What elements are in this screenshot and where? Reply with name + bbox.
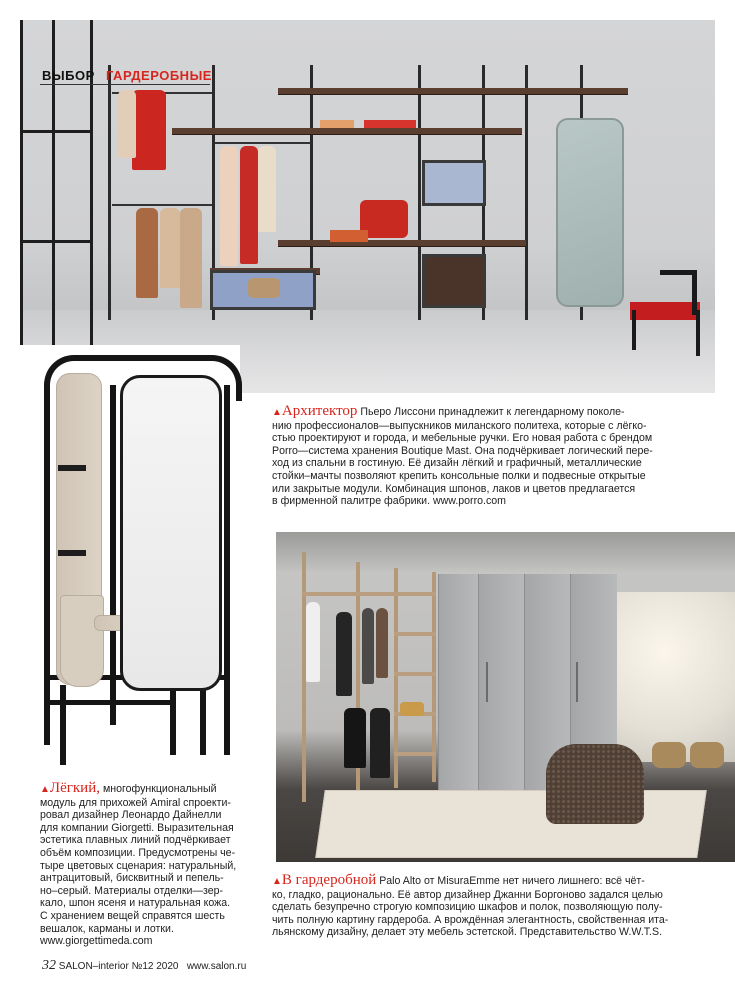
caption-line: многофункциональный xyxy=(102,783,217,795)
caption-line: Porro—система хранения Boutique Mast. Она подчёркивает логический пере- xyxy=(272,444,653,457)
stand-mirror-image xyxy=(120,375,222,691)
red-chair-image xyxy=(630,302,700,320)
caption-light xyxy=(40,782,260,948)
caption-line: чить полную картину гардероба. А врождённая элегантность, свойственная ита- xyxy=(272,913,669,926)
caption-line: Palo Alto от MisuraEmme нет ничего лишнего: всё чёт- xyxy=(379,875,645,887)
caption-line: нию профессионалов—выпускников миланского политеха, которые с лёгко- xyxy=(272,419,647,432)
wall-mirror-image xyxy=(556,118,624,307)
caption-link[interactable]: www.giorgettimeda.com xyxy=(40,935,153,948)
caption-line: С хранением вещей справятся шесть xyxy=(40,909,225,922)
caption-wardrobe xyxy=(272,874,722,939)
caption-line: ход из спальни в гостиную. Её дизайн лёгкий и графичный, металлические xyxy=(272,457,642,470)
caption-line: ровал дизайнер Леонардо Дайнелли xyxy=(40,809,222,822)
section-title-topic: ГАРДЕРОБНЫЕ xyxy=(106,68,212,83)
caption-line: стью проектируют и города, и мебельные ручки. Его новая работа с брендом xyxy=(272,432,653,445)
caption-line: Пьеро Лиссони принадлежит к легендарному поколе- xyxy=(360,406,625,418)
photo-rug xyxy=(315,790,707,858)
caption-line: стойки–мачты позволяют крепить консольные полки и подвесные открытые xyxy=(272,469,646,482)
caption-line: для компании Giorgetti. Выразительная xyxy=(40,821,234,834)
triangle-bullet-icon: ▲ xyxy=(272,407,282,418)
caption-line: в фирменной палитре фабрики. www.porro.com xyxy=(272,495,506,508)
website-link[interactable]: www.salon.ru xyxy=(186,961,247,972)
caption-architect xyxy=(272,405,712,508)
caption-line: антрацитовый, бисквитный и пепель- xyxy=(40,872,224,885)
caption-line: но–серый. Материалы отделки—зер- xyxy=(40,884,224,897)
section-title-rule xyxy=(40,84,210,85)
caption-line: сделать безупречно строгую композицию шкафов и полок, позволяющую полу- xyxy=(272,901,663,914)
caption-line: или закрытые модули. Комбинация шпонов, лаков и цветов предлагается xyxy=(272,482,636,495)
caption-line: тыре цветовых сценария: натуральный, xyxy=(40,859,237,872)
caption-line: льянскому дизайну, делает эту мебель эстетской. Представительство W.W.T.S. xyxy=(272,926,663,939)
triangle-bullet-icon: ▲ xyxy=(40,784,50,795)
caption-line: ко, гладко, рационально. Её автор дизайнер Джанни Боргоново задался целью xyxy=(272,888,663,901)
photo-window-light xyxy=(616,592,735,762)
caption-line: кало, шпон ясеня и натуральная кожа. xyxy=(40,897,231,910)
triangle-bullet-icon: ▲ xyxy=(272,876,282,887)
caption-line: эстетика плавных линий подчёркивает xyxy=(40,834,231,847)
caption-line: модуль для прихожей Amiral спроекти- xyxy=(40,796,231,809)
armchair-image xyxy=(546,744,644,824)
magazine-issue: SALON–interior №12 2020 xyxy=(58,961,179,972)
caption-heading: Лёгкий, xyxy=(49,780,100,796)
caption-heading: В гардеробной xyxy=(281,872,377,888)
caption-line: объём композиции. Предусмотрены че- xyxy=(40,846,236,859)
photo-amiral-stand xyxy=(20,345,240,765)
caption-line: вешалок, карманы и лотки. xyxy=(40,922,174,935)
section-title-prefix: ВЫБОР xyxy=(42,68,95,83)
caption-heading: Архитектор xyxy=(281,403,358,419)
page-number: 32 xyxy=(42,958,56,973)
photo-palo-alto xyxy=(276,532,735,862)
page-footer xyxy=(42,958,246,974)
